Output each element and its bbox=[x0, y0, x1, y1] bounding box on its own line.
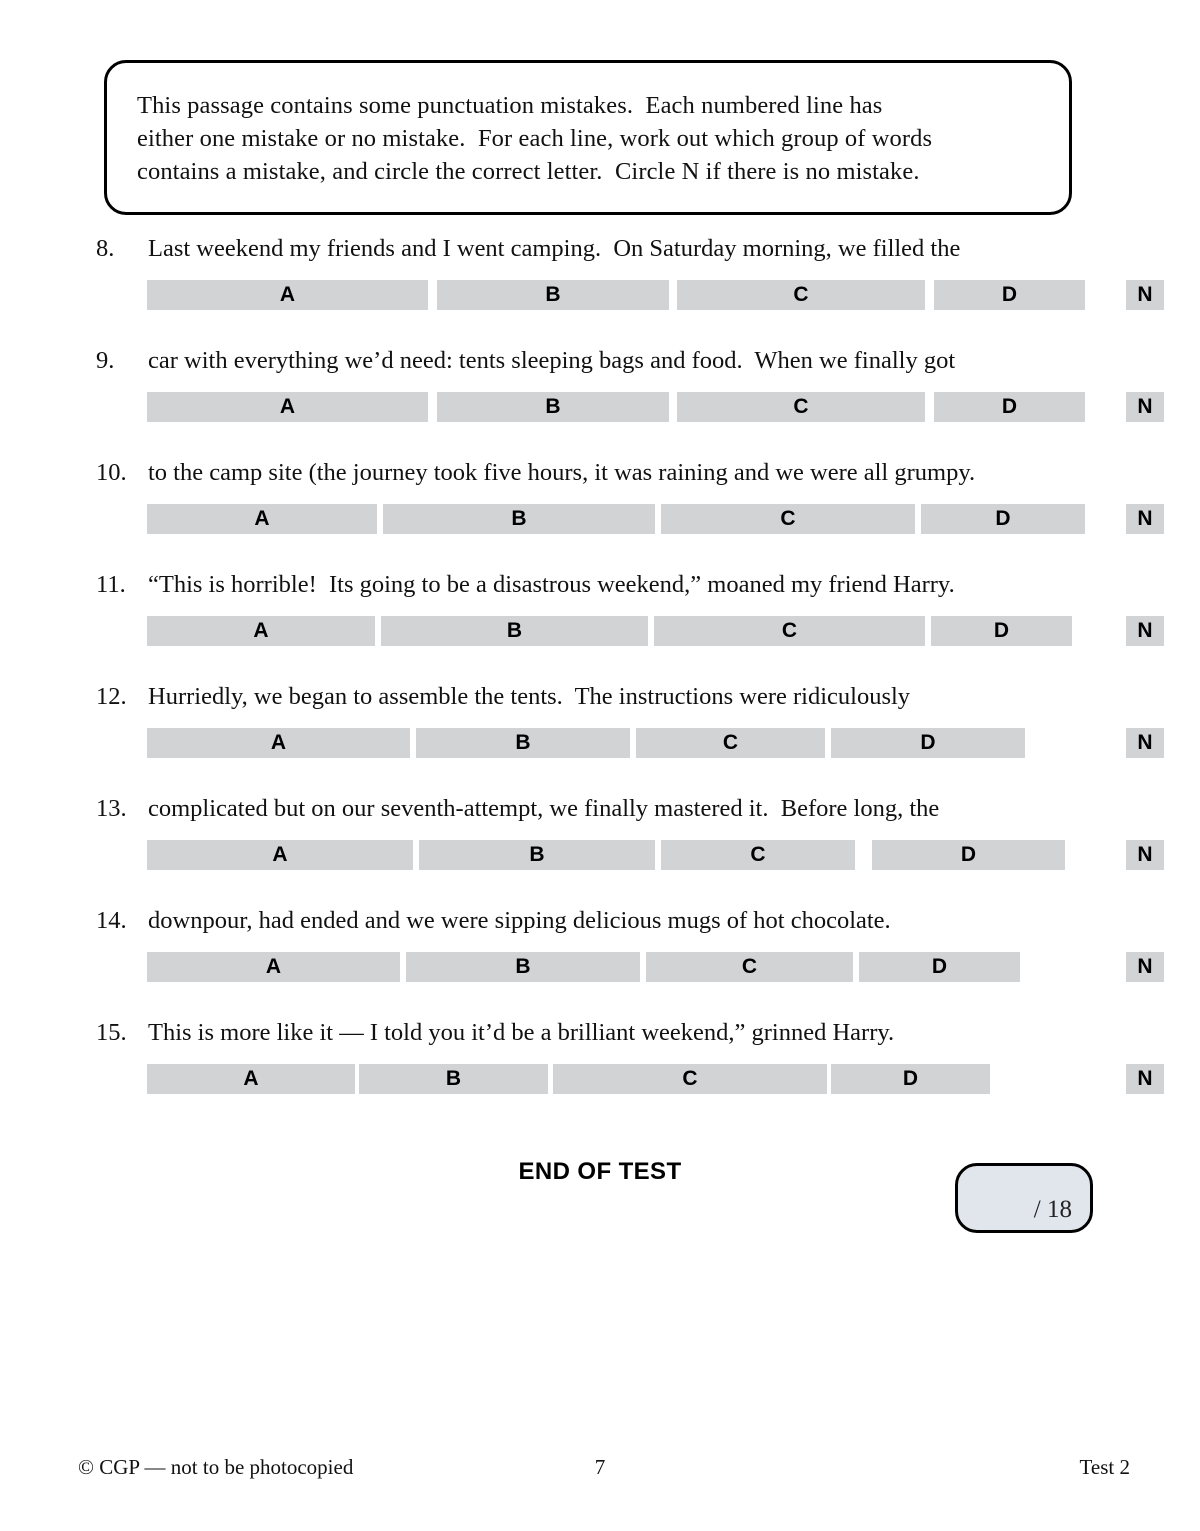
question-number: 12. bbox=[96, 683, 127, 710]
answer-option-none[interactable]: N bbox=[1126, 616, 1164, 646]
answer-bar-group bbox=[0, 280, 1200, 310]
answer-option-a[interactable]: A bbox=[147, 1064, 355, 1094]
question-number: 9. bbox=[96, 347, 115, 374]
question-number: 15. bbox=[96, 1019, 127, 1046]
answer-option-b[interactable]: B bbox=[437, 392, 669, 422]
answer-option-none[interactable]: N bbox=[1126, 840, 1164, 870]
question-row bbox=[0, 456, 1200, 568]
answer-option-c[interactable]: C bbox=[553, 1064, 827, 1094]
answer-option-d[interactable]: D bbox=[831, 1064, 990, 1094]
answer-bar-group bbox=[0, 616, 1200, 646]
answer-option-none[interactable]: N bbox=[1126, 1064, 1164, 1094]
question-text-row bbox=[0, 456, 1200, 496]
score-total: / 18 bbox=[1033, 1196, 1072, 1223]
question-text: Hurriedly, we began to assemble the tents. The instructions were ridiculously bbox=[148, 683, 911, 710]
answer-option-a[interactable]: A bbox=[147, 952, 400, 982]
question-number: 14. bbox=[96, 907, 127, 934]
answer-option-a[interactable]: A bbox=[147, 840, 413, 870]
instruction-line-2: either one mistake or no mistake. For each line, work out which group of words bbox=[137, 125, 933, 152]
score-box[interactable] bbox=[955, 1163, 1093, 1233]
answer-option-d[interactable]: D bbox=[859, 952, 1020, 982]
question-text-row bbox=[0, 1016, 1200, 1056]
question-text: This is more like it — I told you it’d be a brilliant weekend,” grinned Harry. bbox=[148, 1019, 895, 1046]
answer-option-b[interactable]: B bbox=[383, 504, 655, 534]
question-text: Last weekend my friends and I went camping. On Saturday morning, we filled the bbox=[148, 235, 961, 262]
copyright-notice: © CGP — not to be photocopied bbox=[78, 1455, 354, 1479]
answer-option-c[interactable]: C bbox=[661, 504, 915, 534]
question-list bbox=[0, 232, 1200, 1128]
answer-bar-group bbox=[0, 1064, 1200, 1094]
answer-option-c[interactable]: C bbox=[661, 840, 855, 870]
question-text-row bbox=[0, 680, 1200, 720]
question-text: complicated but on our seventh-attempt, we finally mastered it. Before long, the bbox=[148, 795, 940, 822]
question-row bbox=[0, 680, 1200, 792]
answer-option-a[interactable]: A bbox=[147, 280, 428, 310]
answer-option-d[interactable]: D bbox=[934, 392, 1085, 422]
question-number: 8. bbox=[96, 235, 115, 262]
answer-option-none[interactable]: N bbox=[1126, 280, 1164, 310]
end-of-test-label: END OF TEST bbox=[518, 1158, 682, 1185]
answer-option-c[interactable]: C bbox=[654, 616, 925, 646]
question-text: car with everything we’d need: tents sleeping bags and food. When we finally got bbox=[148, 347, 956, 374]
question-row bbox=[0, 1016, 1200, 1128]
answer-option-d[interactable]: D bbox=[872, 840, 1065, 870]
answer-option-d[interactable]: D bbox=[934, 280, 1085, 310]
question-text-row bbox=[0, 904, 1200, 944]
answer-bar-group bbox=[0, 952, 1200, 982]
question-row bbox=[0, 568, 1200, 680]
answer-option-d[interactable]: D bbox=[831, 728, 1025, 758]
answer-option-a[interactable]: A bbox=[147, 728, 410, 758]
answer-option-b[interactable]: B bbox=[437, 280, 669, 310]
question-text-row bbox=[0, 232, 1200, 272]
answer-option-c[interactable]: C bbox=[646, 952, 853, 982]
question-number: 11. bbox=[96, 571, 126, 598]
answer-option-a[interactable]: A bbox=[147, 392, 428, 422]
answer-bar-group bbox=[0, 504, 1200, 534]
question-text: to the camp site (the journey took five hours, it was raining and we were all grumpy. bbox=[148, 459, 976, 486]
answer-bar-group bbox=[0, 392, 1200, 422]
question-text-row bbox=[0, 344, 1200, 384]
answer-bar-group bbox=[0, 840, 1200, 870]
question-row bbox=[0, 792, 1200, 904]
answer-option-b[interactable]: B bbox=[381, 616, 648, 646]
answer-option-c[interactable]: C bbox=[677, 392, 925, 422]
answer-option-d[interactable]: D bbox=[921, 504, 1085, 534]
question-row bbox=[0, 904, 1200, 1016]
answer-option-a[interactable]: A bbox=[147, 616, 375, 646]
instruction-box bbox=[104, 60, 1072, 215]
answer-option-none[interactable]: N bbox=[1126, 504, 1164, 534]
question-text: downpour, had ended and we were sipping delicious mugs of hot chocolate. bbox=[148, 907, 891, 934]
question-number: 10. bbox=[96, 459, 127, 486]
answer-option-b[interactable]: B bbox=[359, 1064, 548, 1094]
answer-option-none[interactable]: N bbox=[1126, 392, 1164, 422]
question-row bbox=[0, 232, 1200, 344]
instruction-line-1: This passage contains some punctuation mistakes. Each numbered line has bbox=[137, 92, 883, 119]
answer-option-a[interactable]: A bbox=[147, 504, 377, 534]
answer-option-c[interactable]: C bbox=[636, 728, 825, 758]
page-footer bbox=[0, 1455, 1200, 1489]
answer-option-d[interactable]: D bbox=[931, 616, 1072, 646]
question-text-row bbox=[0, 792, 1200, 832]
answer-option-b[interactable]: B bbox=[416, 728, 630, 758]
question-number: 13. bbox=[96, 795, 127, 822]
answer-option-c[interactable]: C bbox=[677, 280, 925, 310]
test-label: Test 2 bbox=[1079, 1455, 1130, 1479]
answer-bar-group bbox=[0, 728, 1200, 758]
answer-option-none[interactable]: N bbox=[1126, 728, 1164, 758]
instruction-line-3: contains a mistake, and circle the correct letter. Circle N if there is no mistake. bbox=[137, 158, 920, 185]
answer-option-none[interactable]: N bbox=[1126, 952, 1164, 982]
answer-option-b[interactable]: B bbox=[406, 952, 640, 982]
question-text-row bbox=[0, 568, 1200, 608]
page-number: 7 bbox=[594, 1455, 606, 1479]
question-text: “This is horrible! Its going to be a disastrous weekend,” moaned my friend Harry. bbox=[148, 571, 955, 598]
question-row bbox=[0, 344, 1200, 456]
answer-option-b[interactable]: B bbox=[419, 840, 655, 870]
